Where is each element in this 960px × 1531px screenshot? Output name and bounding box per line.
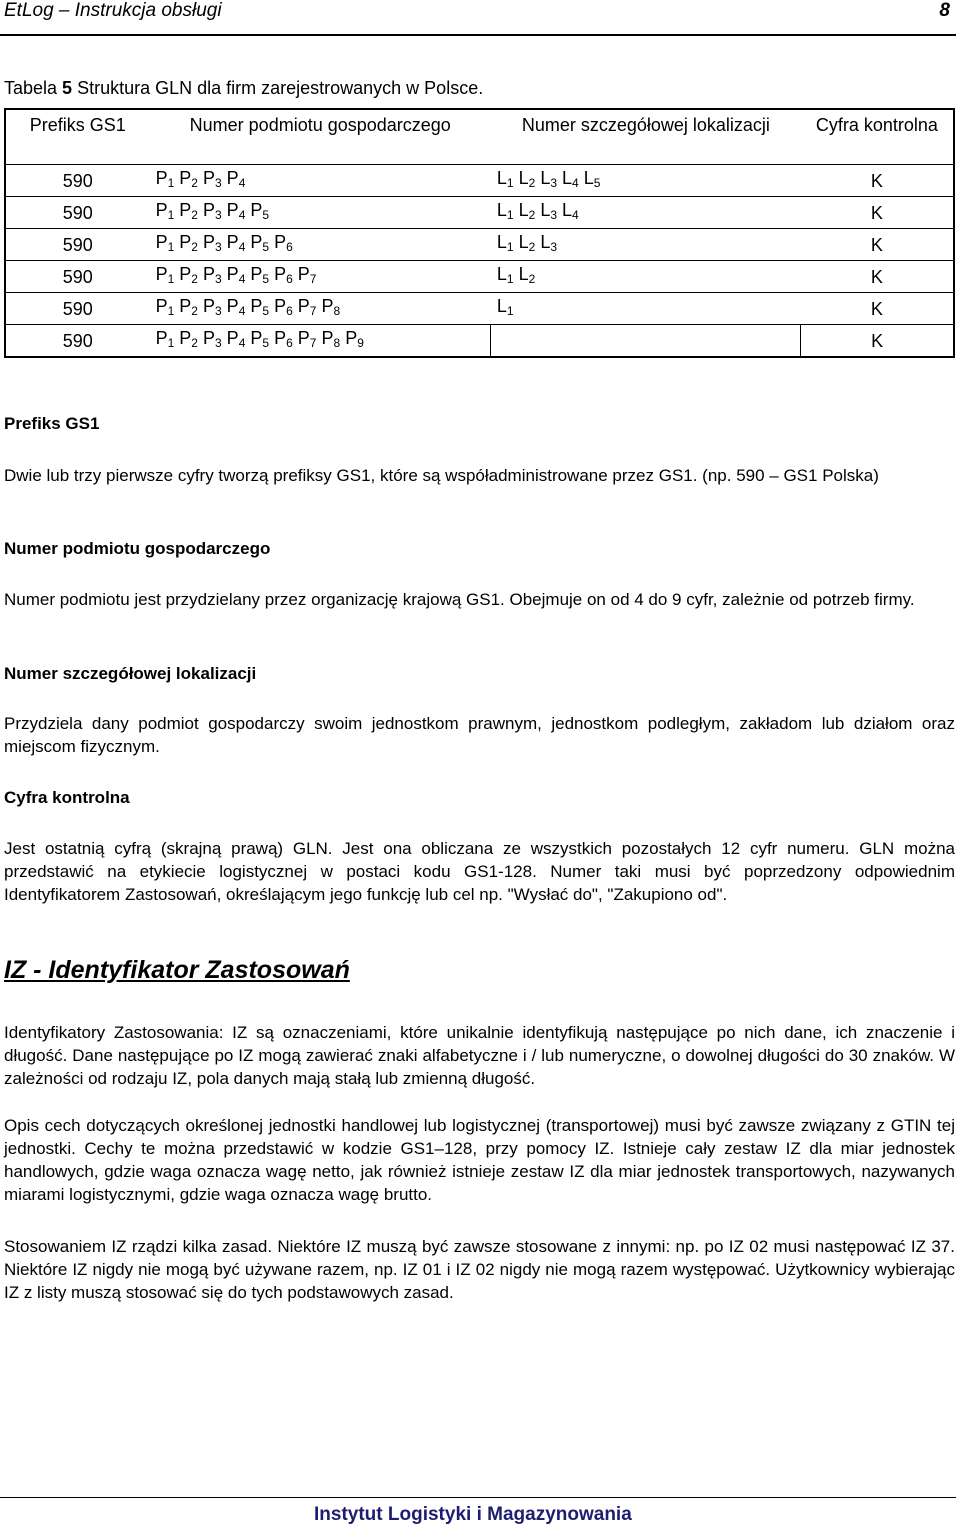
cell-company-number: $P_1$ $P_2$ $P_3$ $P_4$ $P_5$ $P_6$ $P_7$ $P_8$ $P_9$ [150,325,491,358]
cell-check-digit: K [801,229,954,261]
table-row [5,325,954,358]
header-check-digit: Cyfra kontrolna [801,109,954,165]
table-row [5,229,954,261]
cell-company-number: $P_1$ $P_2$ $P_3$ $P_4$ $P_5$ $P_6$ [150,229,491,261]
document-title: EtLog – Instrukcja obsługi [4,0,222,21]
cell-check-digit: K [801,197,954,229]
cell-prefix: 590 [5,197,150,229]
cell-prefix: 590 [5,229,150,261]
table-row [5,197,954,229]
cell-location-number: $L_1$ $L_2$ $L_3$ $L_4$ [491,197,801,229]
cell-location-number: $L_1$ $L_2$ $L_3$ [491,229,801,261]
table-row [5,293,954,325]
cell-check-digit: K [801,261,954,293]
cell-company-number: $P_1$ $P_2$ $P_3$ $P_4$ [150,165,491,197]
cell-prefix: 590 [5,325,150,358]
table-header-row [5,109,954,165]
section-location-text: Przydziela dany podmiot gospodarczy swoim jednostkom prawnym, jednostkom podległym, zakładom lub działom oraz miejscom fizycznym. [4,714,955,756]
cell-company-number: $P_1$ $P_2$ $P_3$ $P_4$ $P_5$ $P_6$ $P_7$ [150,261,491,293]
header-prefix: Prefiks GS1 [5,109,150,165]
gln-structure-table [4,108,955,358]
iz-paragraph-1: Identyfikatory Zastosowania: IZ są oznaczeniami, które unikalnie identyfikują następujące po nich dane, ich znaczenie i długość. Dane następujące po IZ mogą zawierać znaki alfabetyczne i / lub numeryczne, o dowolnej długości do 30 znaków. W zależności od rodzaju IZ, pola danych mają stałą lub zmienną długość. [4,1023,955,1088]
section-prefix-text: Dwie lub trzy pierwsze cyfry tworzą prefiksy GS1, które są współadministrowane przez GS1. (np. 590 – GS1 Polska) [4,466,879,485]
section-prefix-title: Prefiks GS1 [4,414,100,433]
section-location-title: Numer szczegółowej lokalizacji [4,664,257,683]
footer-institute: Instytut Logistyki i Magazynowania [314,1504,632,1525]
header-location-number: Numer szczegółowej lokalizacji [491,109,801,165]
section-check-title: Cyfra kontrolna [4,788,130,807]
cell-prefix: 590 [5,165,150,197]
section-company-text: Numer podmiotu jest przydzielany przez organizację krajową GS1. Obejmuje on od 4 do 9 cyfr, zależnie od potrzeb firmy. [4,590,915,609]
cell-location-number [491,325,801,358]
iz-paragraph-2: Opis cech dotyczących określonej jednostki handlowej lub logistycznej (transportowej) musi być zawsze związany z GTIN tej jednostki. Cechy te można przedstawić w kodzie GS1–128, przy pomocy IZ. Istnieje cały zestaw IZ dla miar jednostek handlowych, gdzie waga oznacza wagę netto, jak również istnieje zestaw IZ dla miar jednostek transportowych, nazywanych miarami logistycznymi, gdzie waga oznacza wagę brutto. [4,1116,955,1204]
section-company-title: Numer podmiotu gospodarczego [4,539,271,558]
page-footer [0,1497,956,1531]
cell-prefix: 590 [5,293,150,325]
page-number: 8 [939,0,950,21]
cell-location-number: $L_1$ [491,293,801,325]
table-row [5,165,954,197]
cell-check-digit: K [801,325,954,358]
page-header [0,0,956,36]
cell-check-digit: K [801,165,954,197]
cell-location-number: $L_1$ $L_2$ $L_3$ $L_4$ $L_5$ [491,165,801,197]
section-check-text: Jest ostatnią cyfrą (skrajną prawą) GLN. Jest ona obliczana ze wszystkich pozostałych 12 cyfr numeru. GLN można przedstawić na etykiecie logistycznej w postaci kodu GS1-128. Numer taki musi być poprzedzony odpowiednim Identyfikatorem Zastosowań, określającym jego funkcję lub cel np. "Wysłać do", "Zakupiono od". [4,839,955,904]
header-company-number: Numer podmiotu gospodarczego [150,109,491,165]
cell-check-digit: K [801,293,954,325]
iz-section-title: IZ - Identyfikator Zastosowań [4,956,350,984]
cell-company-number: $P_1$ $P_2$ $P_3$ $P_4$ $P_5$ [150,197,491,229]
cell-location-number: $L_1$ $L_2$ [491,261,801,293]
cell-prefix: 590 [5,261,150,293]
cell-company-number: $P_1$ $P_2$ $P_3$ $P_4$ $P_5$ $P_6$ $P_7$ $P_8$ [150,293,491,325]
table-caption: Tabela 5 Struktura GLN dla firm zarejestrowanych w Polsce. [4,78,484,98]
table-row [5,261,954,293]
iz-paragraph-3: Stosowaniem IZ rządzi kilka zasad. Niektóre IZ muszą być zawsze stosowane z innymi: np. po IZ 02 musi następować IZ 37. Niektóre IZ nigdy nie mogą być używane razem, np. IZ 01 i IZ 02 nigdy nie mogą razem występować. Użytkownicy wybierając IZ z listy muszą stosować się do tych podstawowych zasad. [4,1237,955,1302]
